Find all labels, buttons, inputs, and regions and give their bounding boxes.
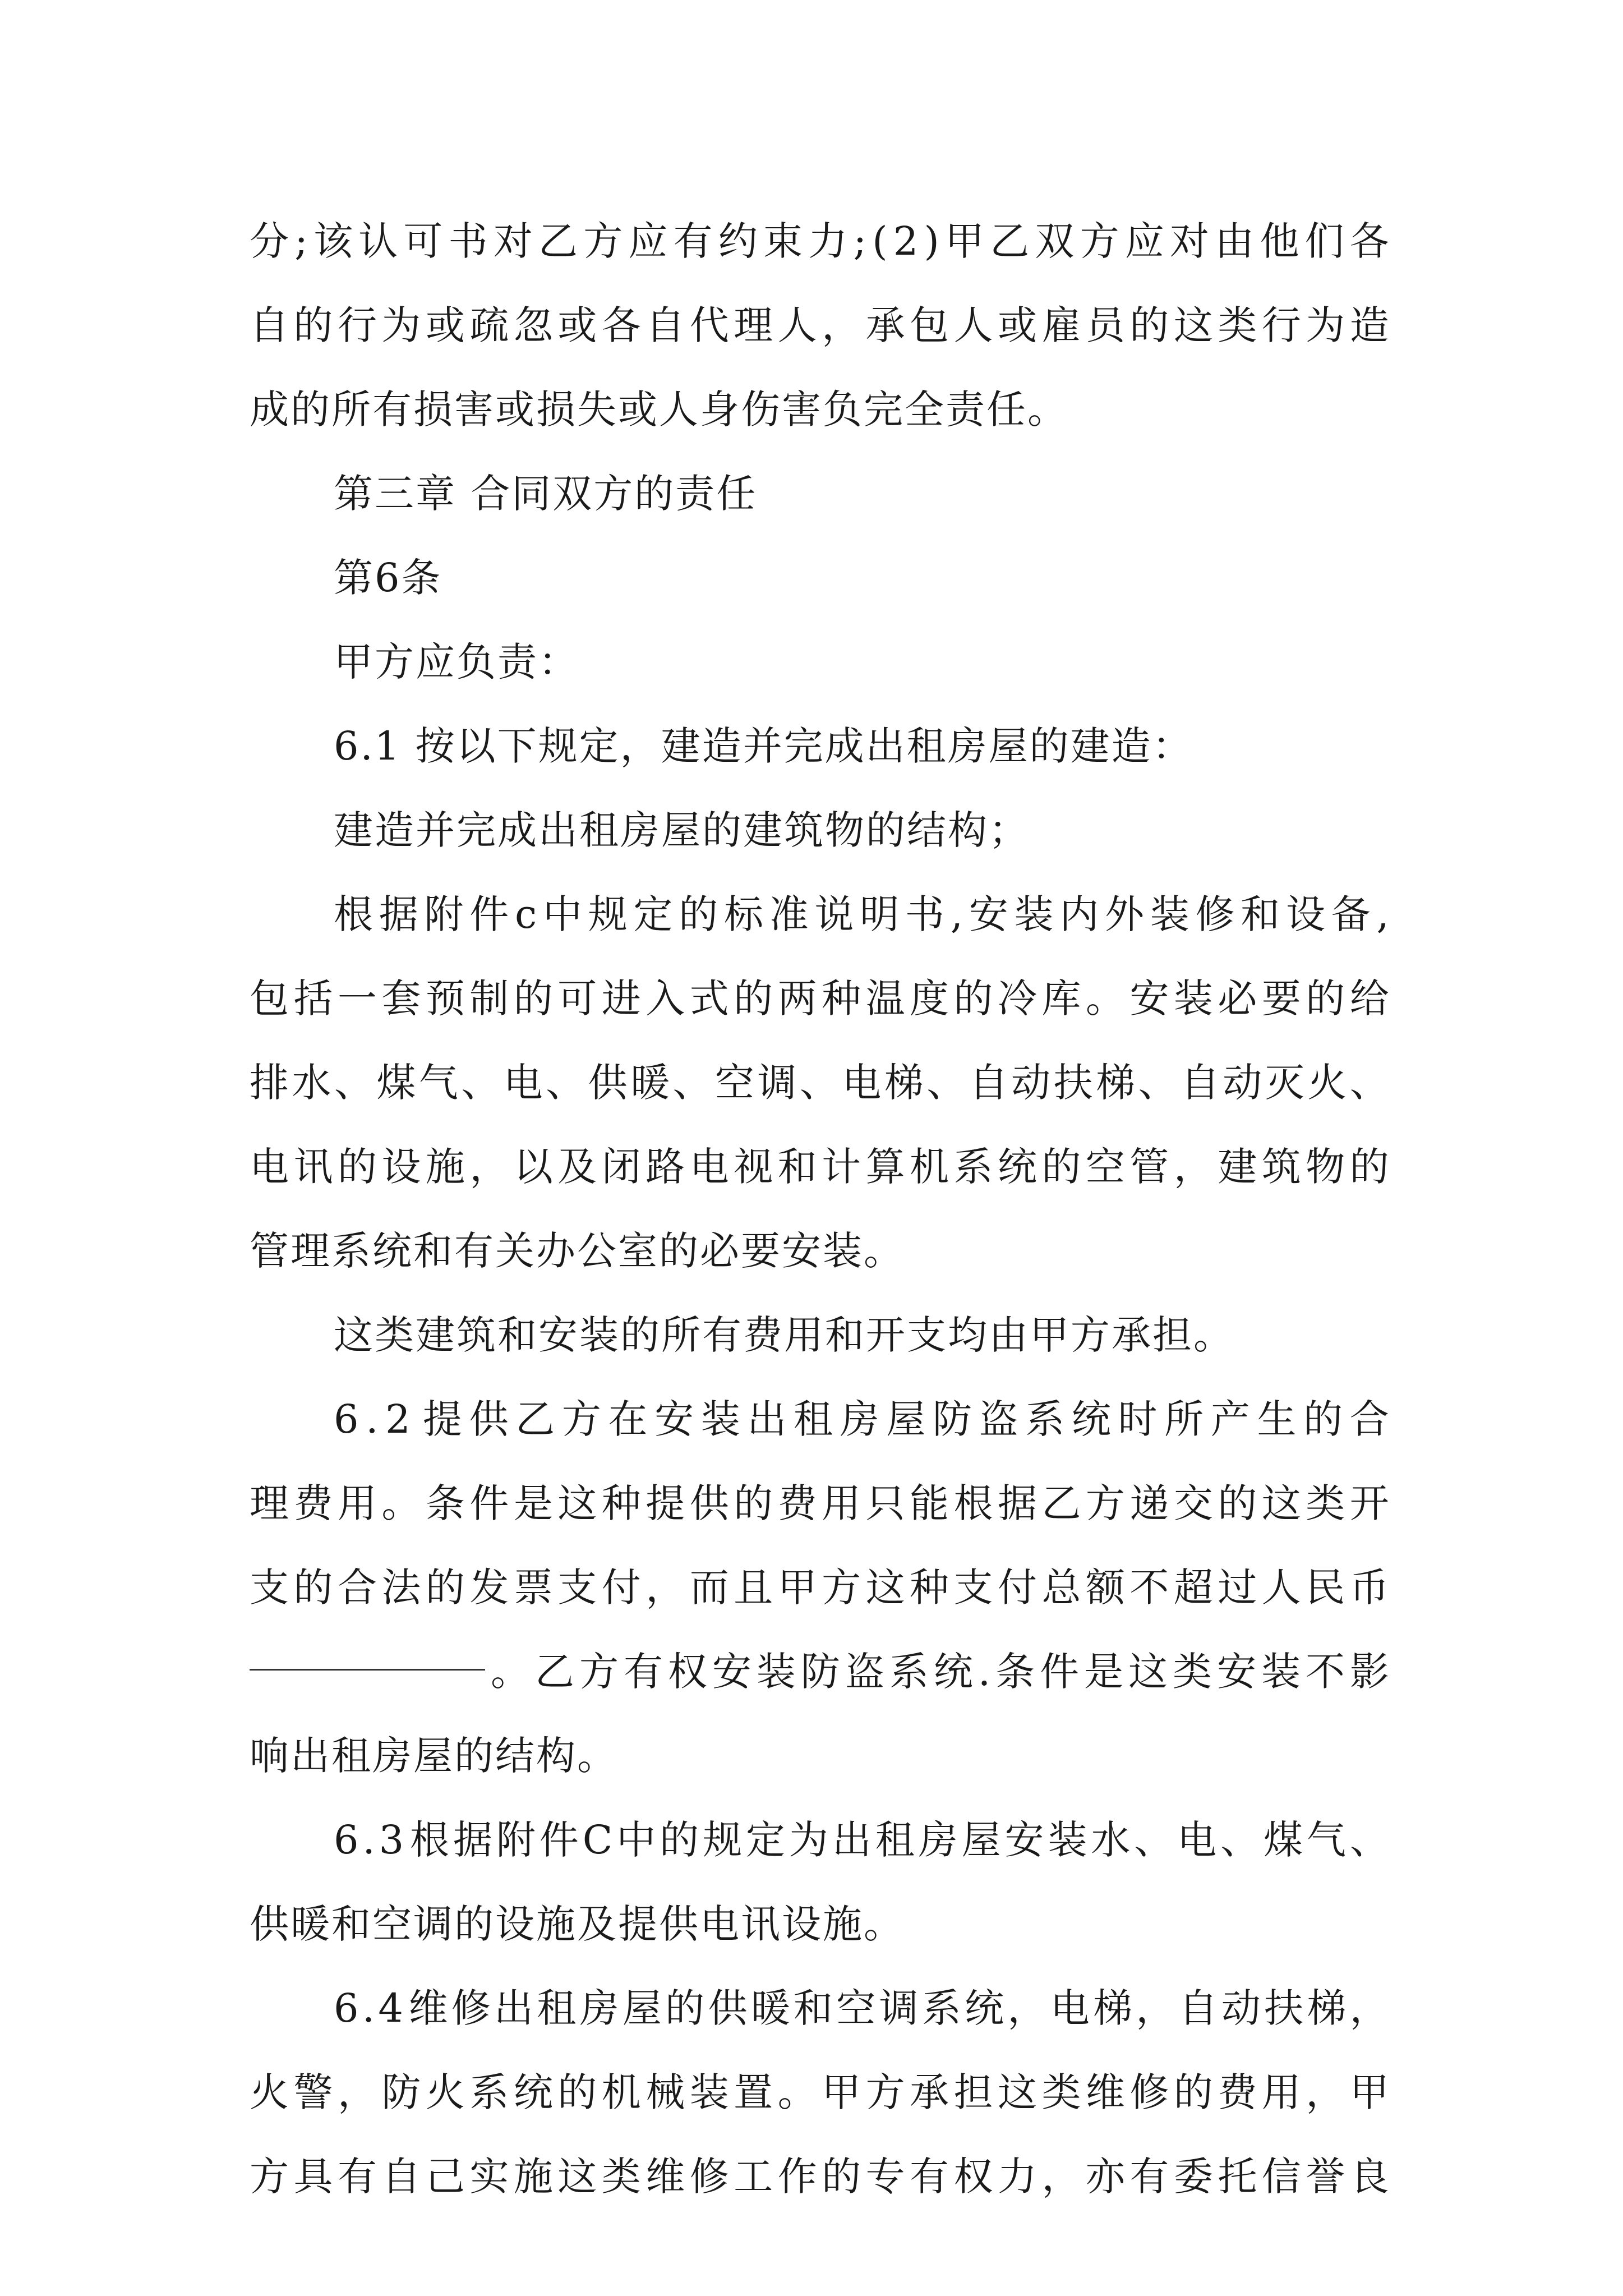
- text-line: 自 的 行 为 或 疏 忽 或 各 自 代 理 人 ， 承 包 人 或 雇 员 的 这 类 行 为 造: [250, 302, 1391, 348]
- text-line: [250, 1882, 1391, 1966]
- text-line: [250, 536, 1391, 620]
- text-line: [250, 367, 1391, 452]
- line-text: 建造并完成出租房屋的建筑物的结构；: [334, 807, 1030, 853]
- text-line: [250, 704, 1391, 788]
- line-text: 管理系统和有关办公室的必要安装。: [250, 1228, 905, 1274]
- text-line: 电 讯 的 设 施 ， 以 及 闭 路 电 视 和 计 算 机 系 统 的 空 管 ， 建 筑 物 的: [250, 1144, 1391, 1190]
- document-body: [250, 199, 1391, 2219]
- text-line: [250, 1293, 1391, 1377]
- text-line: [250, 1714, 1391, 1798]
- text-line: [250, 452, 1391, 536]
- line-text: 成的所有损害或损失或人身伤害负完全责任。: [250, 386, 1068, 432]
- text-line: 根 据 附 件 c 中 规 定 的 标 准 说 明 书 , 安 装 内 外 装 修 和 设 备 ,: [334, 891, 1391, 937]
- text-line: 6 . 4 维 修 出 租 房 屋 的 供 暖 和 空 调 系 统 ， 电 梯 ， 自 动 扶 梯 ，: [334, 1985, 1391, 2031]
- line-text: 第6条: [334, 555, 442, 601]
- line-text: 响出租房屋的结构。: [250, 1733, 618, 1779]
- text-line: 分 ; 该 认 可 书 对 乙 方 应 有 约 束 力 ; ( 2 ) 甲 乙 双 方 应 对 由 他 们 各: [250, 218, 1391, 264]
- text-line: 理 费 用 。 条 件 是 这 种 提 供 的 费 用 只 能 根 据 乙 方 递 交 的 这 类 开: [250, 1480, 1391, 1526]
- text-line: 6 . 3 根 据 附 件 C 中 的 规 定 为 出 租 房 屋 安 装 水 、 电 、 煤 气 、: [334, 1817, 1391, 1863]
- text-line: 6 . 2 提 供 乙 方 在 安 装 出 租 房 屋 防 盗 系 统 时 所 产 生 的 合: [334, 1396, 1391, 1442]
- text-line: 排 水 、 煤 气 、 电 、 供 暖 、 空 调 、 电 梯 、 自 动 扶 梯 、 自 动 灭 火 、: [250, 1060, 1391, 1106]
- text-line: 支 的 合 法 的 发 票 支 付 ， 而 且 甲 方 这 种 支 付 总 额 不 超 过 人 民 币: [250, 1565, 1391, 1611]
- line-text: 第三章 合同双方的责任: [334, 471, 758, 517]
- text-line: 火 警 ， 防 火 系 统 的 机 械 装 置 。 甲 方 承 担 这 类 维 修 的 费 用 ， 甲: [250, 2069, 1391, 2115]
- text-line: 方 具 有 自 己 实 施 这 类 维 修 工 作 的 专 有 权 力 ， 亦 有 委 托 信 誉 良: [250, 2154, 1391, 2200]
- text-line: 。 乙 方 有 权 安 装 防 盗 系 统 . 条 件 是 这 类 安 装 不 影: [250, 1630, 1391, 1714]
- line-text: 这类建筑和安装的所有费用和开支均由甲方承担。: [334, 1312, 1234, 1358]
- line-text: 甲方应负责：: [334, 639, 579, 685]
- text-line: [250, 620, 1391, 704]
- line-text: 6.1 按以下规定，建造并完成出租房屋的建造：: [334, 723, 1193, 769]
- text-line: [250, 1209, 1391, 1293]
- line-text: 供暖和空调的设施及提供电讯设施。: [250, 1901, 905, 1947]
- text-line: 包 括 一 套 预 制 的 可 进 入 式 的 两 种 温 度 的 冷 库 。 安 装 必 要 的 给: [250, 976, 1391, 1022]
- text-line: [250, 788, 1391, 872]
- fill-in-blank: [250, 1630, 485, 1671]
